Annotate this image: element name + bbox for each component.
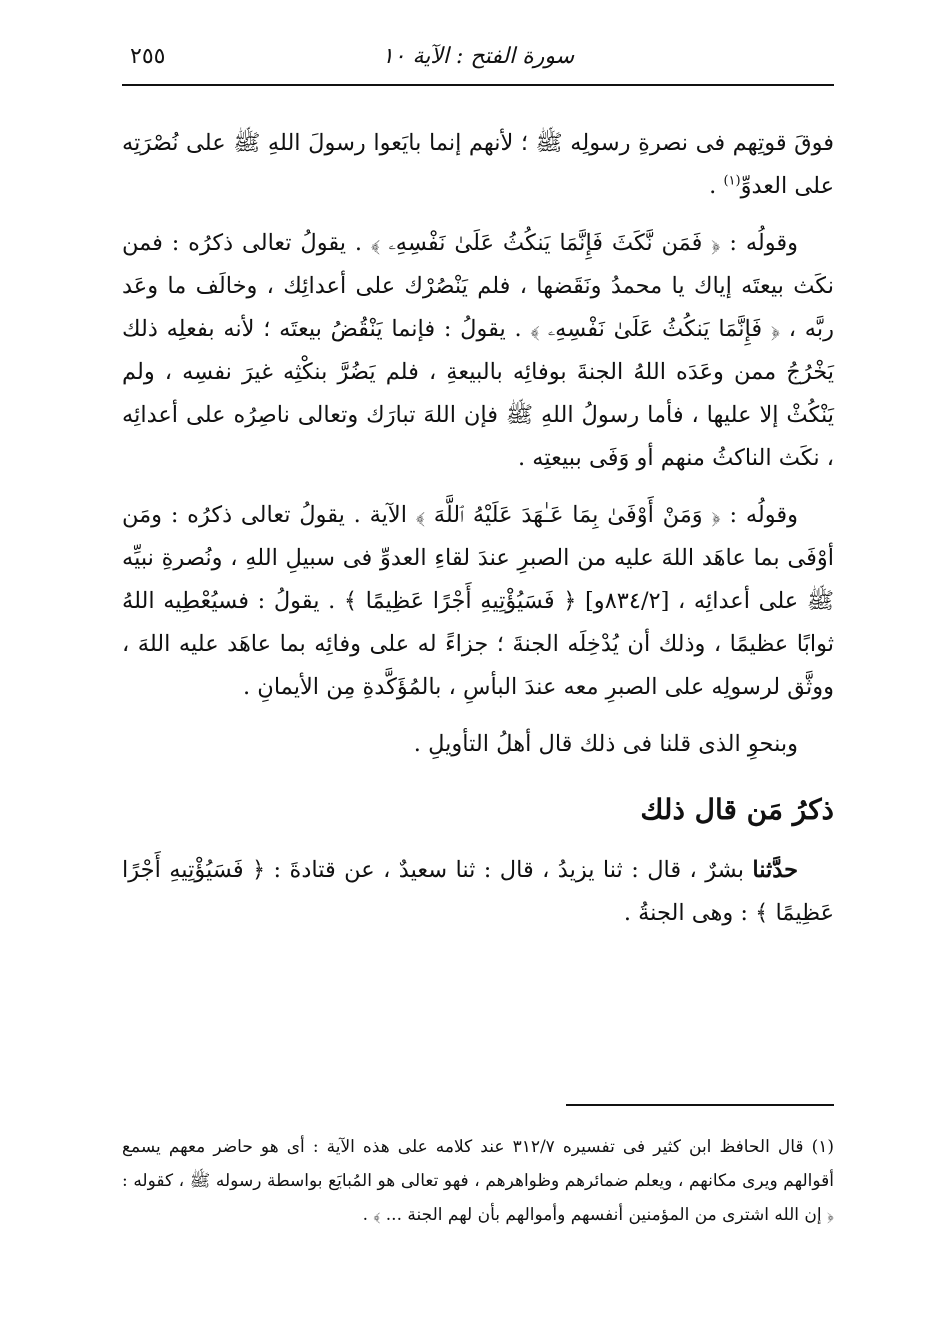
- paragraph-text: فوقَ قوتِهم فى نصرةِ رسولِه ﷺ ؛ لأنهم إنما بايَعوا رسولَ اللهِ ﷺ على نُصْرَتِه على العدوِّ: [122, 130, 834, 199]
- footnote-divider: [566, 1104, 834, 1106]
- page-number: ٢٥٥: [130, 44, 166, 69]
- main-text: [122, 122, 834, 935]
- paragraph-verse-fulfil: وقولُه : ﴿ وَمَنْ أَوْفَىٰ بِمَا عَـٰهَدَ عَلَيْهُ ٱللَّهَ ﴾ الآية . يقولُ تعالى ذكرُه : ومَن أوْفَى بما عاهَد اللهَ عليه من الصبرِ عندَ لقاءِ العدوِّ فى سبيلِ اللهِ ، ونُصرةِ نبيِّه ﷺ على أعدائِه ، [٨٣٤/٢و] ﴿ فَسَيُؤْتِيهِ أَجْرًا عَظِيمًا ﴾ . يقولُ : فسيُعْطِيه اللهُ ثوابًا عظيمًا ، وذلك أن يُدْخِلَه الجنةَ ؛ جزاءً له على وفائِه بما عاهَد عليه اللهَ ، ووثَّق لرسولِه على الصبرِ معه عندَ البأسِ ، بالمُؤَكَّدةِ مِن الأيمانِ .: [122, 502, 834, 700]
- footnote: (١) قال الحافظ ابن كثير فى تفسيره ٣١٢/٧ عند كلامه على هذه الآية : أى هو حاضر معهم يسمع أقوالهم ويرى مكانهم ، ويعلم ضمائرهم وظواهرهم ، فهو تعالى هو المُبايَع بواسطة رسوله ﷺ ، كقوله : ﴿ إن الله اشترى من المؤمنين أنفسهم وأموالهم بأن لهم الجنة ... ﴾ .: [122, 1137, 834, 1225]
- paragraph-end: .: [709, 173, 724, 199]
- section-heading: ذكرُ مَن قال ذلك: [640, 793, 834, 826]
- footnote-reference: (١): [723, 173, 741, 189]
- paragraph-narration: [122, 849, 834, 935]
- page-header: [122, 40, 834, 86]
- paragraph-verse-breach: وقولُه : ﴿ فَمَن نَّكَثَ فَإِنَّمَا يَنكُثُ عَلَىٰ نَفْسِهِۦ ﴾ . يقولُ تعالى ذكرُه : فمن نكَث بيعتَه إياك يا محمدُ ونَقَضها ، فلم يَنْصُرْك على أعدائِك ، وخالَف ما وعَد ربَّه ، ﴿ فَإِنَّمَا يَنكُثُ عَلَىٰ نَفْسِهِۦ ﴾ . يقولُ : فإنما يَنْقُضُ بيعتَه ؛ لأنه بفعلِه ذلك يَخْرُجُ ممن وعَدَه اللهُ الجنةَ بوفائِه بالبيعةِ ، فلم يَضُرَّ بنكْثِه غيرَ نفسِه ، ولم يَنْكُثْ إلا عليها ، فأما رسولُ اللهِ ﷺ فإن اللهَ تبارَك وتعالى ناصِرُه على أعدائِه ، نكَث الناكثُ منهم أو وَفَى ببيعتِه .: [122, 230, 834, 471]
- book-page: [122, 40, 834, 1300]
- running-title: سورة الفتح : الآية ١٠: [381, 44, 575, 69]
- narration-lead: حدَّثنا: [752, 857, 798, 883]
- paragraph-continuation: [122, 122, 834, 208]
- paragraph-interpreters: وبنحوِ الذى قلنا فى ذلك قال أهلُ التأويلِ .: [413, 731, 798, 757]
- narration-text: بشرٌ ، قال : ثنا يزيدُ ، قال : ثنا سعيدٌ ، عن قتادةَ : ﴿ فَسَيُؤْتِيهِ أَجْرًا عَظِيمًا ﴾ : وهى الجنةُ .: [122, 857, 834, 926]
